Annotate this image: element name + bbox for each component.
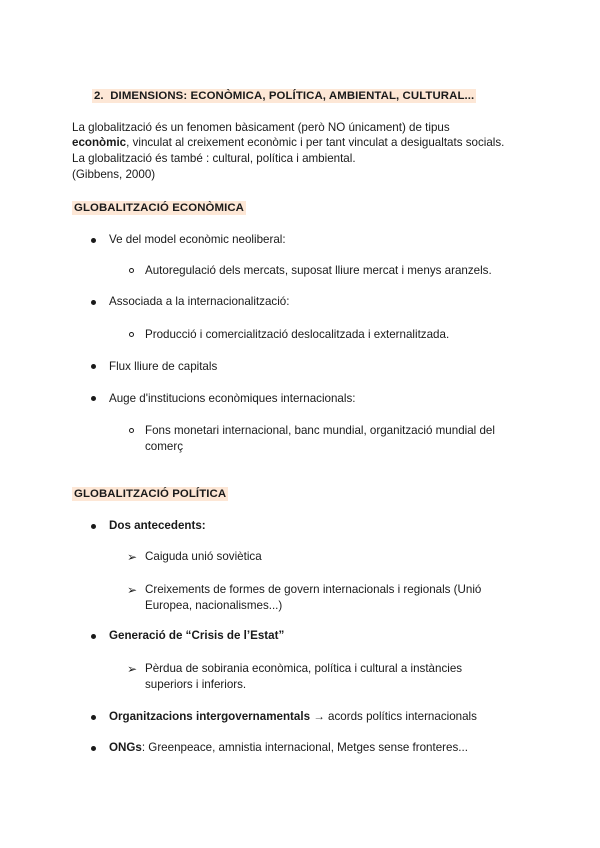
economica-item-1-sub: Autoregulació dels mercats, suposat lliure mercat i menys aranzels. (145, 264, 492, 277)
politica-ongs: ONGs: Greenpeace, amnistia internacional, Metges sense fronteres... (109, 741, 468, 754)
politica-organitzacions: Organitzacions intergovernamentals → acords polítics internacionals (109, 710, 477, 723)
politica-antecedent-2-line-2: Europea, nacionalismes...) (145, 599, 283, 612)
economica-item-4-sub-line-1: Fons monetari internacional, banc mundial, organització mundial del (145, 424, 495, 437)
politica-antecedent-2-line-1: Creixements de formes de govern internacionals i regionals (Unió (145, 583, 482, 596)
economica-item-4-sub-line-2: comerç (145, 440, 184, 453)
bullet-icon (91, 238, 96, 243)
economica-item-4: Auge d'institucions econòmiques internacionals: (109, 392, 356, 405)
politica-crisi-sub-line-2: superiors i inferiors. (145, 678, 247, 691)
arrow-bullet-icon: ➢ (127, 583, 138, 597)
economica-title: GLOBALITZACIÓ ECONÒMICA (74, 202, 244, 214)
bullet-icon (91, 746, 96, 751)
politica-antecedent-1: Caiguda unió soviètica (145, 550, 262, 563)
intro-bold-term: econòmic (72, 136, 127, 149)
circle-bullet-icon (129, 268, 134, 273)
arrow-bullet-icon: ➢ (127, 550, 138, 564)
economica-item-2-sub: Producció i comercialització deslocalitzada i externalitzada. (145, 328, 450, 341)
arrow-bullet-icon: ➢ (127, 662, 138, 676)
heading-number: 2. (94, 90, 104, 102)
circle-bullet-icon (129, 428, 134, 433)
intro-line-1: La globalització és un fenomen bàsicament (però NO únicament) de tipus (72, 121, 450, 134)
bullet-icon (91, 364, 96, 369)
circle-bullet-icon (129, 332, 134, 337)
economica-item-1: Ve del model econòmic neoliberal: (109, 233, 286, 246)
intro-line-3: La globalització és també : cultural, política i ambiental. (72, 152, 356, 165)
bullet-icon (91, 715, 96, 720)
bullet-icon (91, 396, 96, 401)
bullet-icon (91, 634, 96, 639)
heading-title: DIMENSIONS: ECONÒMICA, POLÍTICA, AMBIENTAL, CULTURAL... (110, 90, 475, 102)
intro-line-2-rest: , vinculat al creixement econòmic i per tant vinculat a desigualtats socials. (126, 136, 505, 149)
politica-crisi: Generació de “Crisis de l’Estat” (109, 629, 285, 642)
politica-title: GLOBALITZACIÓ POLÍTICA (74, 488, 227, 500)
intro-line-2 (72, 135, 504, 151)
bullet-icon (91, 524, 96, 529)
bullet-icon (91, 300, 96, 305)
intro-citation: (Gibbens, 2000) (72, 168, 156, 181)
politica-antecedents: Dos antecedents: (109, 519, 206, 532)
economica-item-2: Associada a la internacionalització: (109, 295, 290, 308)
politica-crisi-sub-line-1: Pèrdua de sobirania econòmica, política i cultural a instàncies (145, 662, 463, 675)
section-heading (92, 88, 476, 104)
economica-item-3: Flux lliure de capitals (109, 360, 218, 373)
